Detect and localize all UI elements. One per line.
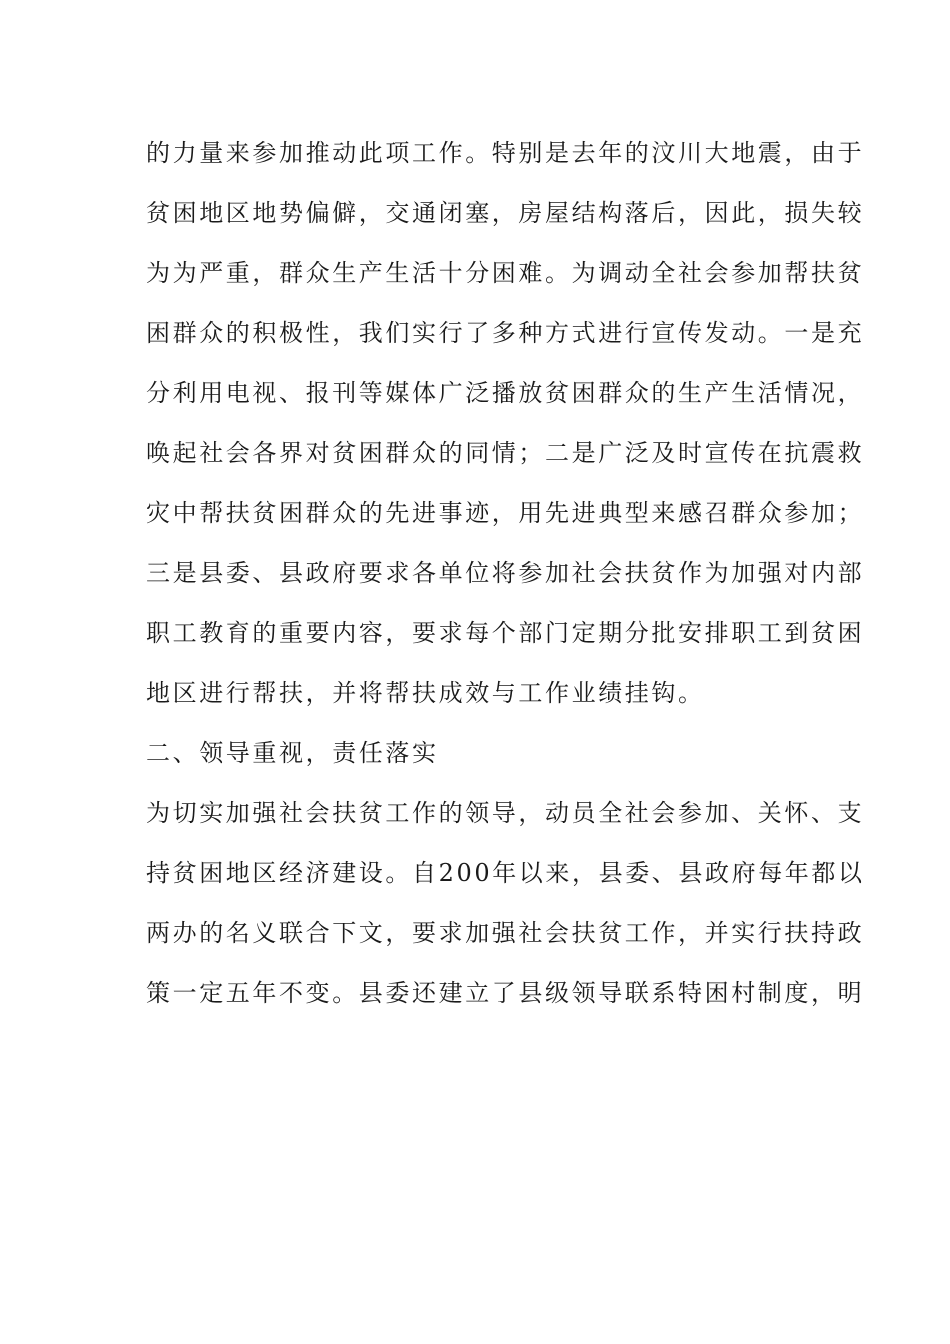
text-line: 贫困地区地势偏僻，交通闭塞，房屋结构落后，因此，损失较 (146, 199, 865, 227)
section-heading: 二、领导重视，责任落实 (146, 739, 439, 767)
text-line: 三是县委、县政府要求各单位将参加社会扶贫作为加强对内部 (146, 559, 865, 587)
body-text (146, 129, 865, 1029)
text-line: 唤起社会各界对贫困群众的同情；二是广泛及时宣传在抗震救 (146, 439, 865, 467)
text-line: 持贫困地区经济建设。自200年以来，县委、县政府每年都以 (146, 859, 865, 887)
text-line: 职工教育的重要内容，要求每个部门定期分批安排职工到贫困 (146, 619, 865, 647)
text-line: 困群众的积极性，我们实行了多种方式进行宣传发动。一是充 (146, 319, 865, 347)
text-line: 策一定五年不变。县委还建立了县级领导联系特困村制度，明 (146, 979, 865, 1007)
text-line: 灾中帮扶贫困群众的先进事迹，用先进典型来感召群众参加； (146, 499, 865, 527)
text-line: 为切实加强社会扶贫工作的领导，动员全社会参加、关怀、支 (146, 799, 865, 827)
text-line: 地区进行帮扶，并将帮扶成效与工作业绩挂钩。 (146, 679, 705, 707)
text-line: 为为严重，群众生产生活十分困难。为调动全社会参加帮扶贫 (146, 259, 865, 287)
text-line: 两办的名义联合下文，要求加强社会扶贫工作，并实行扶持政 (146, 919, 865, 947)
text-line: 分利用电视、报刊等媒体广泛播放贫困群众的生产生活情况， (146, 379, 865, 407)
text-line: 的力量来参加推动此项工作。特别是去年的汶川大地震，由于 (146, 139, 865, 167)
